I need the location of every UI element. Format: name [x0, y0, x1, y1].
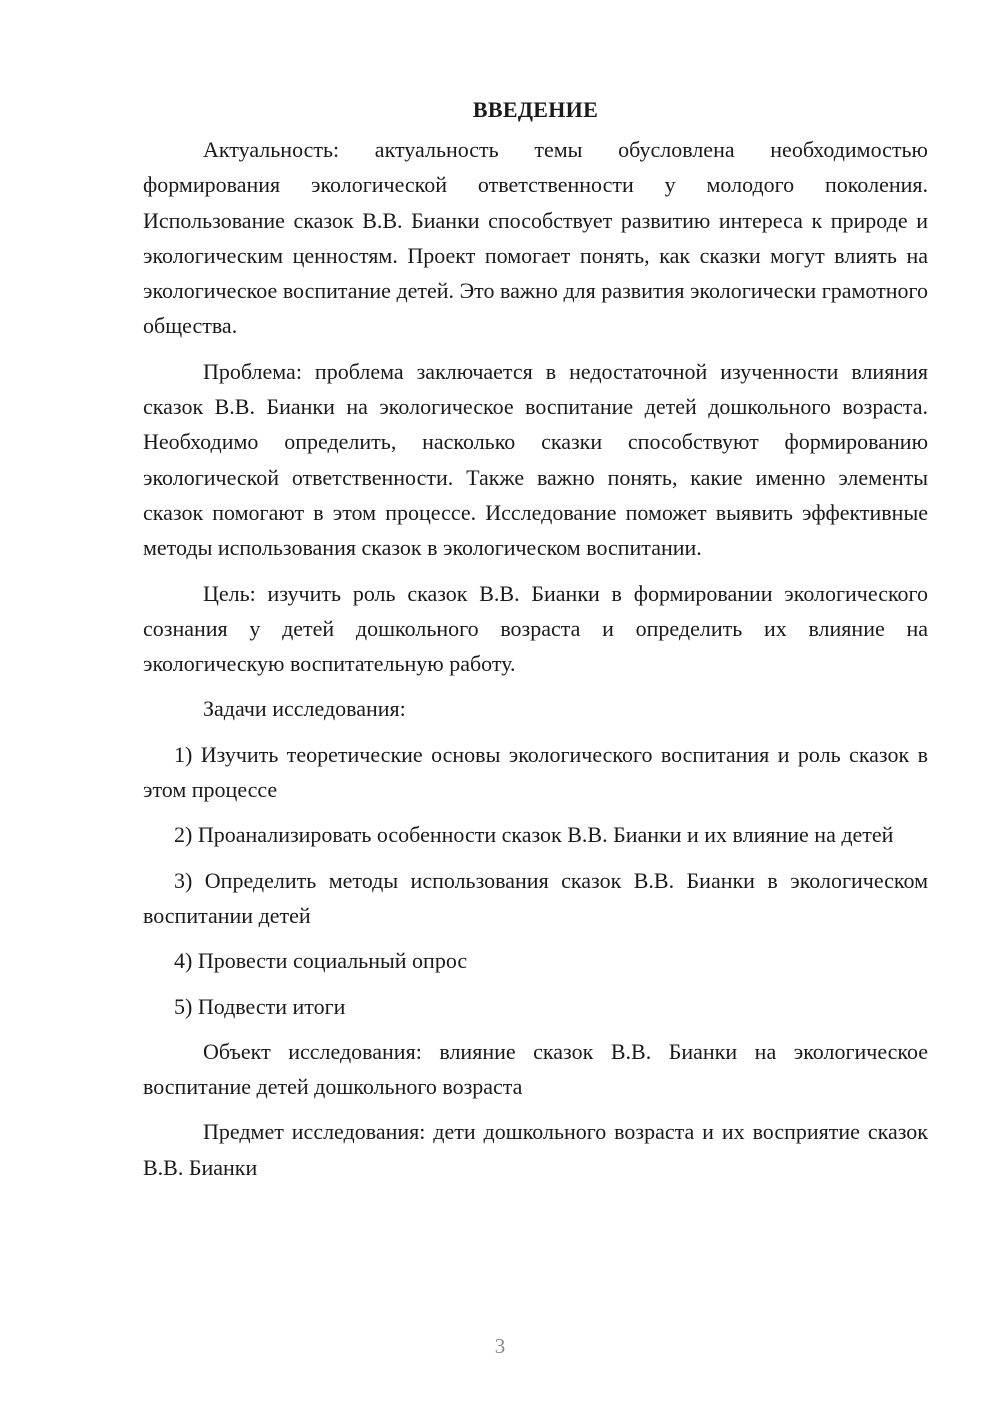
page-number: 3 [494, 1334, 506, 1358]
list-item-task-1: 1) Изучить теоретические основы экологического воспитания и роль сказок в этом процессе [143, 741, 928, 803]
list-item-task-5: 5) Подвести итоги [174, 993, 346, 1019]
list-item-task-4: 4) Провести социальный опрос [174, 948, 468, 974]
section-heading: ВВЕДЕНИЕ [472, 97, 599, 122]
paragraph-relevance: Актуальность: актуальность темы обусловлена необходимостью формирования экологической ответственности у молодого поколения. Использование сказок В.В. Бианки способствует развитию интереса к природе и экологическим ценностям. Проект помогает понять, как сказки могут влиять на экологическое воспитание детей. Это важно для развития экологически грамотного общества. [143, 137, 928, 339]
paragraph-subject: Предмет исследования: дети дошкольного возраста и их восприятие сказок В.В. Бианки [143, 1119, 928, 1180]
page-content [143, 92, 928, 1195]
list-item-task-3: 3) Определить методы использования сказок В.В. Бианки в экологическом воспитании детей [143, 867, 928, 928]
list-item-task-2: 2) Проанализировать особенности сказок В.В. Бианки и их влияние на детей [174, 822, 894, 848]
paragraph-problem: Проблема: проблема заключается в недостаточной изученности влияния сказок В.В. Бианки на экологическое воспитание детей дошкольного возраста. Необходимо определить, насколько сказки способствуют формированию экологической ответственности. Также важно понять, какие именно элементы сказок помогают в этом процессе. Исследование поможет выявить эффективные методы использования сказок в экологическом воспитании. [143, 358, 928, 561]
paragraph-tasks-intro: Задачи исследования: [203, 696, 406, 722]
paragraph-goal: Цель: изучить роль сказок В.В. Бианки в формировании экологического сознания у детей дошкольного возраста и определить их влияние на экологическую воспитательную работу. [143, 580, 928, 677]
paragraph-object: Объект исследования: влияние сказок В.В. Бианки на экологическое воспитание детей дошкольного возраста [143, 1038, 928, 1100]
